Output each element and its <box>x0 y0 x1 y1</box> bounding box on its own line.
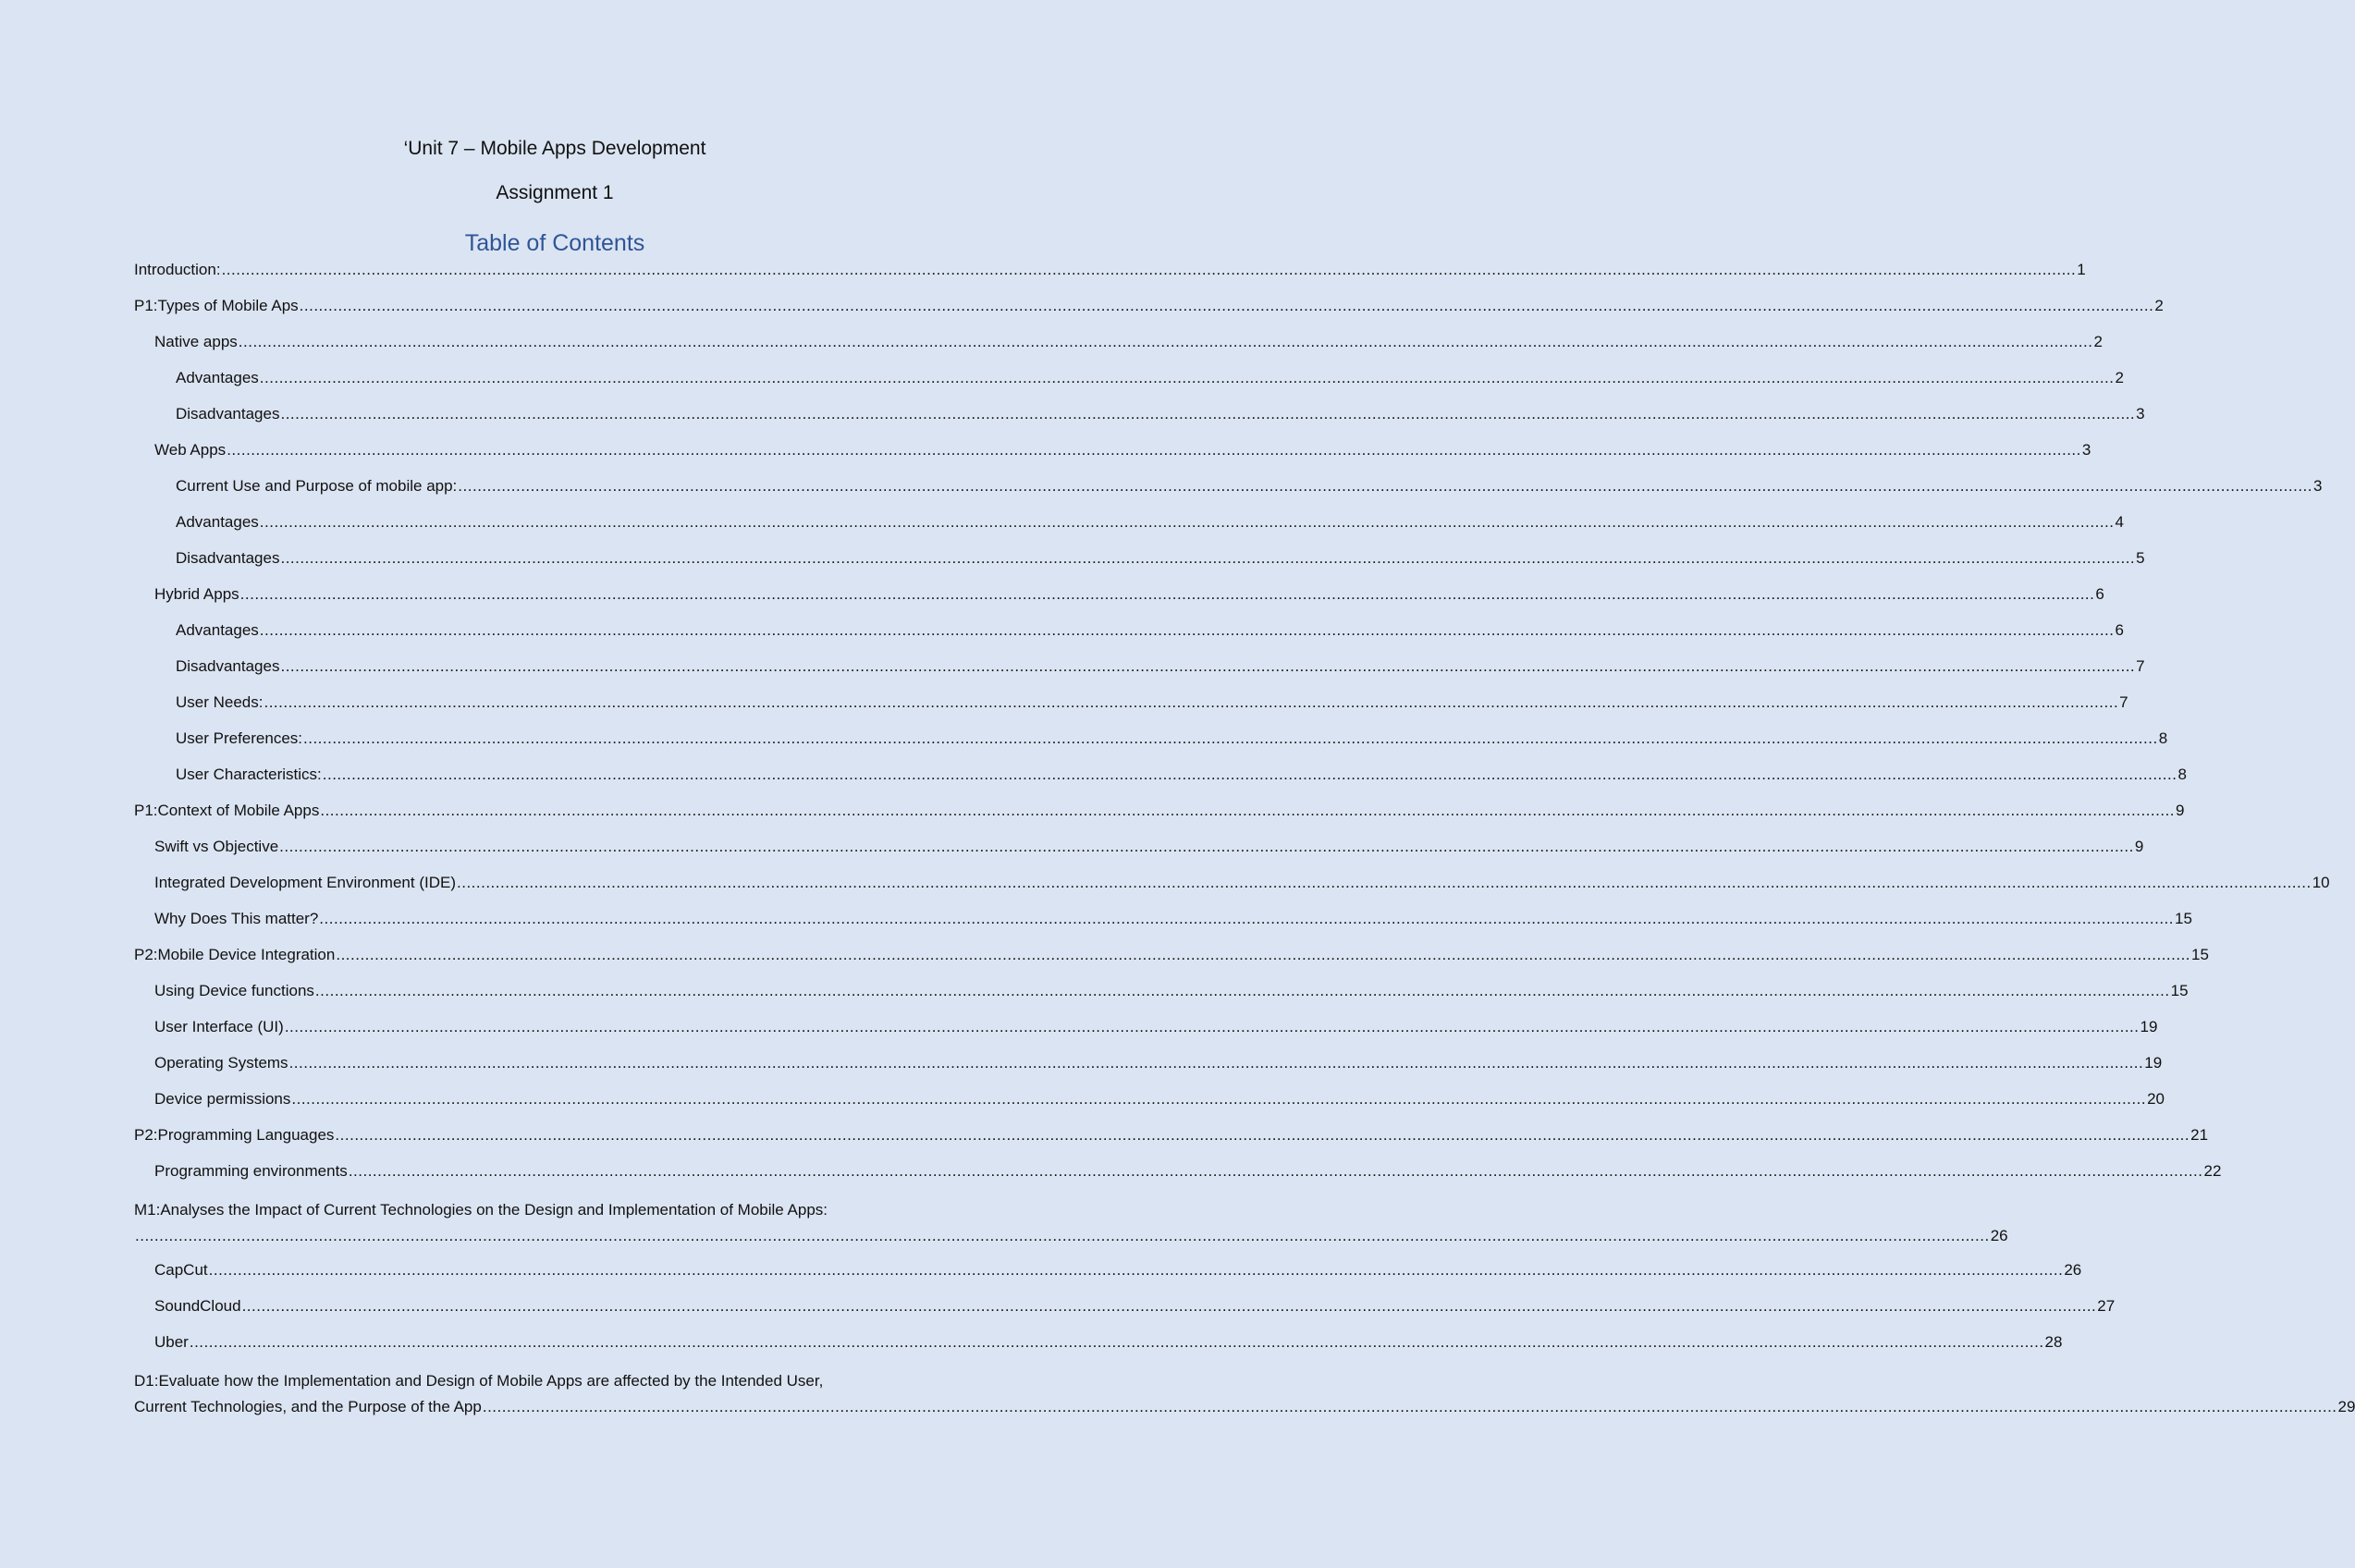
toc-entry-label: Swift vs Objective <box>154 838 279 855</box>
toc-page-number: 6 <box>2095 585 2104 603</box>
dot-leader <box>319 909 2174 929</box>
toc-entry[interactable] <box>134 1125 2209 1161</box>
toc-entry[interactable] <box>134 801 2185 837</box>
dot-leader <box>300 296 2154 316</box>
toc-entry[interactable] <box>134 981 2189 1017</box>
toc-entry[interactable] <box>134 620 2124 656</box>
toc-entry-label: P2:Mobile Device Integration <box>134 946 336 963</box>
toc-entry-label: User Needs: <box>176 693 264 711</box>
toc-entry-label: Uber <box>154 1333 189 1351</box>
dot-leader <box>457 873 2312 893</box>
toc-entry-label: Disadvantages <box>176 657 280 675</box>
toc-entry[interactable] <box>134 1197 2008 1249</box>
toc-entry[interactable] <box>134 837 2144 873</box>
toc-entry-label: Current Use and Purpose of mobile app: <box>176 477 458 495</box>
dot-leader <box>135 1223 1990 1249</box>
dot-leader <box>222 260 2077 280</box>
dot-leader <box>190 1332 2044 1353</box>
toc-entry[interactable] <box>134 1260 2082 1296</box>
toc-page-number: 20 <box>2147 1090 2165 1108</box>
dot-leader <box>279 837 2134 857</box>
toc-entry-label: P1:Context of Mobile Apps <box>134 802 320 819</box>
toc-page-number: 9 <box>2176 802 2185 819</box>
table-of-contents <box>134 260 2355 1431</box>
toc-page-number: 3 <box>2136 405 2145 423</box>
dot-leader <box>285 1017 2140 1037</box>
dot-leader <box>336 945 2190 965</box>
toc-entry[interactable] <box>134 873 2330 909</box>
toc-entry-label: Disadvantages <box>176 405 280 423</box>
toc-entry[interactable] <box>134 1089 2165 1125</box>
toc-page-number: 5 <box>2136 549 2145 567</box>
toc-page-number: 15 <box>2191 946 2209 963</box>
toc-entry[interactable] <box>134 260 2086 296</box>
toc-entry-label: Integrated Development Environment (IDE) <box>154 874 456 891</box>
toc-entry[interactable] <box>134 692 2128 729</box>
toc-entry[interactable] <box>134 1053 2163 1089</box>
toc-entry[interactable] <box>134 332 2103 368</box>
toc-page-number: 27 <box>2097 1297 2116 1315</box>
dot-leader <box>323 765 2177 785</box>
toc-entry[interactable] <box>134 368 2124 404</box>
toc-entry[interactable] <box>134 1332 2063 1368</box>
toc-page-number: 2 <box>2093 333 2103 350</box>
toc-entry-label: Hybrid Apps <box>154 585 239 603</box>
dot-leader <box>335 1125 2189 1145</box>
toc-entry[interactable] <box>134 548 2145 584</box>
toc-entry[interactable] <box>134 296 2164 332</box>
dot-leader <box>303 729 2158 749</box>
toc-entry-label: Disadvantages <box>176 549 280 567</box>
toc-entry-label: Advantages <box>176 369 259 386</box>
toc-entry-label: Advantages <box>176 513 259 531</box>
toc-page-number: 21 <box>2190 1126 2209 1144</box>
toc-page-number: 3 <box>2081 441 2091 459</box>
toc-entry-label-continued: Current Technologies, and the Purpose of the App <box>134 1398 482 1415</box>
toc-page-number: 19 <box>2140 1018 2158 1035</box>
toc-entry[interactable] <box>134 729 2168 765</box>
toc-entry-label: Device permissions <box>154 1090 291 1108</box>
toc-page-number: 2 <box>2115 369 2124 386</box>
dot-leader <box>349 1161 2203 1182</box>
dot-leader <box>242 1296 2097 1317</box>
toc-page-number: 2 <box>2154 297 2164 314</box>
dot-leader <box>458 476 2312 496</box>
dot-leader <box>280 656 2135 677</box>
dot-leader <box>260 620 2115 641</box>
toc-page-number: 26 <box>1990 1227 2008 1244</box>
dot-leader <box>315 981 2170 1001</box>
toc-page-number: 28 <box>2044 1333 2063 1351</box>
document-title: ‘Unit 7 – Mobile Apps Development <box>403 138 706 159</box>
toc-page-number: 8 <box>2177 766 2187 783</box>
toc-page-number: 3 <box>2312 477 2323 495</box>
toc-entry-label: Operating Systems <box>154 1054 288 1072</box>
toc-entry[interactable] <box>134 404 2145 440</box>
dot-leader <box>260 368 2115 388</box>
toc-page-number: 10 <box>2312 874 2330 891</box>
toc-entry[interactable] <box>134 909 2192 945</box>
toc-page-number: 7 <box>2119 693 2128 711</box>
toc-entry[interactable] <box>134 440 2091 476</box>
toc-entry-label: Web Apps <box>154 441 227 459</box>
dot-leader <box>289 1053 2144 1073</box>
toc-entry[interactable] <box>134 512 2124 548</box>
toc-page-number: 6 <box>2115 621 2124 639</box>
dot-leader <box>260 512 2115 533</box>
toc-page-number: 4 <box>2115 513 2124 531</box>
dot-leader <box>483 1394 2337 1420</box>
toc-entry[interactable] <box>134 584 2104 620</box>
toc-page-number: 26 <box>2064 1261 2082 1279</box>
dot-leader <box>240 584 2095 605</box>
toc-heading: Table of Contents <box>464 230 645 256</box>
toc-page-number: 8 <box>2158 729 2168 747</box>
dot-leader <box>227 440 2081 460</box>
toc-page-number: 7 <box>2136 657 2145 675</box>
toc-entry[interactable] <box>134 656 2145 692</box>
toc-entry[interactable] <box>134 765 2187 801</box>
toc-entry-label: P2:Programming Languages <box>134 1126 335 1144</box>
toc-entry[interactable] <box>134 1368 2355 1420</box>
toc-entry-label: User Interface (UI) <box>154 1018 284 1035</box>
toc-page-number: 19 <box>2144 1054 2163 1072</box>
toc-entry-label: Using Device functions <box>154 982 314 999</box>
toc-entry[interactable] <box>134 1296 2116 1332</box>
toc-entry-label: Why Does This matter? <box>154 910 319 927</box>
toc-entry-label: Native apps <box>154 333 238 350</box>
toc-entry-label: D1:Evaluate how the Implementation and Design of Mobile Apps are affected by the Intended User, <box>134 1372 824 1390</box>
toc-entry-label: M1:Analyses the Impact of Current Technologies on the Design and Implementation of Mobile Apps: <box>134 1201 828 1219</box>
document-subtitle: Assignment 1 <box>496 182 614 203</box>
dot-leader <box>239 332 2093 352</box>
toc-page-number: 29 <box>2337 1398 2355 1415</box>
toc-entry-label: User Characteristics: <box>176 766 322 783</box>
toc-entry-label: CapCut <box>154 1261 208 1279</box>
toc-entry[interactable] <box>134 1017 2158 1053</box>
toc-entry[interactable] <box>134 945 2209 981</box>
toc-entry-label: Advantages <box>176 621 259 639</box>
toc-entry-label: P1:Types of Mobile Aps <box>134 297 299 314</box>
dot-leader <box>291 1089 2146 1109</box>
toc-page-number: 15 <box>2174 910 2192 927</box>
toc-entry-label: SoundCloud <box>154 1297 241 1315</box>
toc-entry-label: Introduction: <box>134 261 221 278</box>
dot-leader <box>320 801 2175 821</box>
dot-leader <box>280 404 2135 424</box>
toc-page-number: 15 <box>2170 982 2189 999</box>
toc-entry-label: Programming environments <box>154 1162 348 1180</box>
toc-entry[interactable] <box>134 1161 2222 1197</box>
toc-page-number: 22 <box>2203 1162 2222 1180</box>
toc-page-number: 9 <box>2134 838 2144 855</box>
toc-page-number: 1 <box>2077 261 2086 278</box>
toc-entry-label: User Preferences: <box>176 729 302 747</box>
toc-entry[interactable] <box>134 476 2323 512</box>
dot-leader <box>264 692 2118 713</box>
dot-leader <box>209 1260 2064 1280</box>
dot-leader <box>280 548 2135 569</box>
